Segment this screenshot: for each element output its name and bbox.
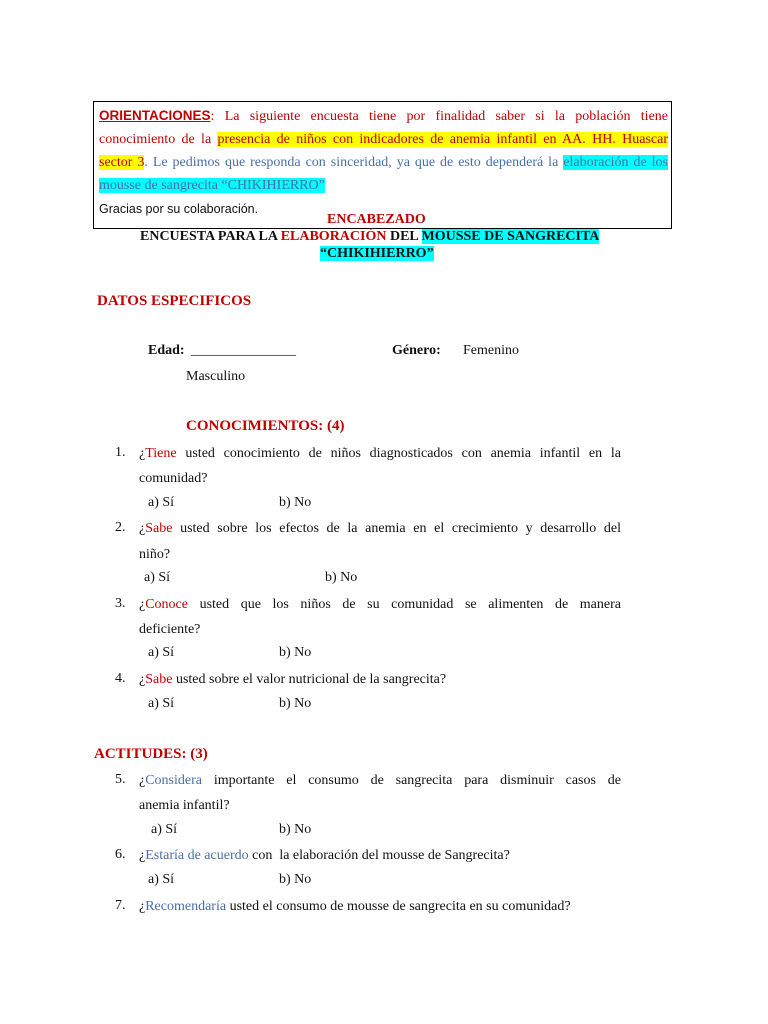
actitudes-heading: ACTITUDES: (3)	[94, 746, 208, 762]
question-3-option-a[interactable]: a) Sí	[148, 645, 175, 660]
question-2-text: ¿Sabe usted sobre los efectos de la anemia en el crecimiento y desarrollo del	[139, 521, 621, 536]
orientaciones-line-2: conocimiento de la presencia de niños con indicadores de anemia infantil en AA. HH. Huascar	[99, 132, 668, 147]
question-number: 6.	[115, 847, 126, 862]
datos-especificos-heading: DATOS ESPECIFICOS	[97, 293, 252, 309]
question-6-text: ¿Estaría de acuerdo con la elaboración del mousse de Sangrecita?	[139, 848, 510, 863]
edad-field[interactable]: _______________	[191, 343, 296, 358]
question-2-option-b[interactable]: b) No	[325, 570, 358, 585]
question-6-option-b[interactable]: b) No	[279, 872, 312, 887]
survey-title-line-1: ENCUESTA PARA LA ELABORACIÓN DEL MOUSSE DE SANGRECITA	[140, 229, 600, 244]
question-1-option-b[interactable]: b) No	[279, 495, 312, 510]
encabezado-heading: ENCABEZADO	[327, 212, 426, 227]
genero-option-femenino[interactable]: Femenino	[463, 343, 519, 358]
question-5-text: ¿Considera importante el consumo de sangrecita para disminuir casos de	[139, 773, 621, 788]
gracias-text: Gracias por su colaboración.	[99, 202, 259, 216]
question-number: 7.	[115, 898, 126, 913]
edad-label: Edad:	[148, 343, 185, 358]
question-number: 2.	[115, 520, 126, 535]
question-7-text: ¿Recomendaría usted el consumo de mousse de sangrecita en su comunidad?	[139, 899, 571, 914]
genero-option-masculino[interactable]: Masculino	[186, 369, 246, 384]
question-2-option-a[interactable]: a) Sí	[144, 570, 171, 585]
question-number: 4.	[115, 671, 126, 686]
question-4-option-a[interactable]: a) Sí	[148, 696, 175, 711]
orientaciones-label: ORIENTACIONES	[99, 108, 211, 123]
question-number: 3.	[115, 596, 126, 611]
question-1-text-cont: comunidad?	[139, 471, 208, 486]
orientaciones-line-4: mousse de sangrecita “CHIKIHIERRO”	[99, 178, 325, 193]
question-number: 5.	[115, 772, 126, 787]
question-2-text-cont: niño?	[139, 547, 171, 562]
question-5-option-b[interactable]: b) No	[279, 822, 312, 837]
conocimientos-heading: CONOCIMIENTOS: (4)	[186, 418, 345, 434]
genero-label: Género:	[392, 343, 441, 358]
question-3-text-cont: deficiente?	[139, 622, 201, 637]
question-5-text-cont: anemia infantil?	[139, 798, 230, 813]
question-4-option-b[interactable]: b) No	[279, 696, 312, 711]
survey-title-line-2: “CHIKIHIERRO”	[320, 246, 434, 261]
orientaciones-line-1: ORIENTACIONES: La siguiente encuesta tiene por finalidad saber si la población tiene	[99, 108, 668, 124]
question-6-option-a[interactable]: a) Sí	[148, 872, 175, 887]
orientaciones-line-3: sector 3. Le pedimos que responda con sinceridad, ya que de esto dependerá la elaboración de los	[99, 155, 668, 170]
question-1-text: ¿Tiene usted conocimiento de niños diagnosticados con anemia infantil en la	[139, 446, 621, 461]
question-3-option-b[interactable]: b) No	[279, 645, 312, 660]
question-number: 1.	[115, 445, 126, 460]
question-5-option-a[interactable]: a) Sí	[151, 822, 178, 837]
question-3-text: ¿Conoce usted que los niños de su comunidad se alimenten de manera	[139, 597, 621, 612]
question-4-text: ¿Sabe usted sobre el valor nutricional de la sangrecita?	[139, 672, 447, 687]
question-1-option-a[interactable]: a) Sí	[148, 495, 175, 510]
